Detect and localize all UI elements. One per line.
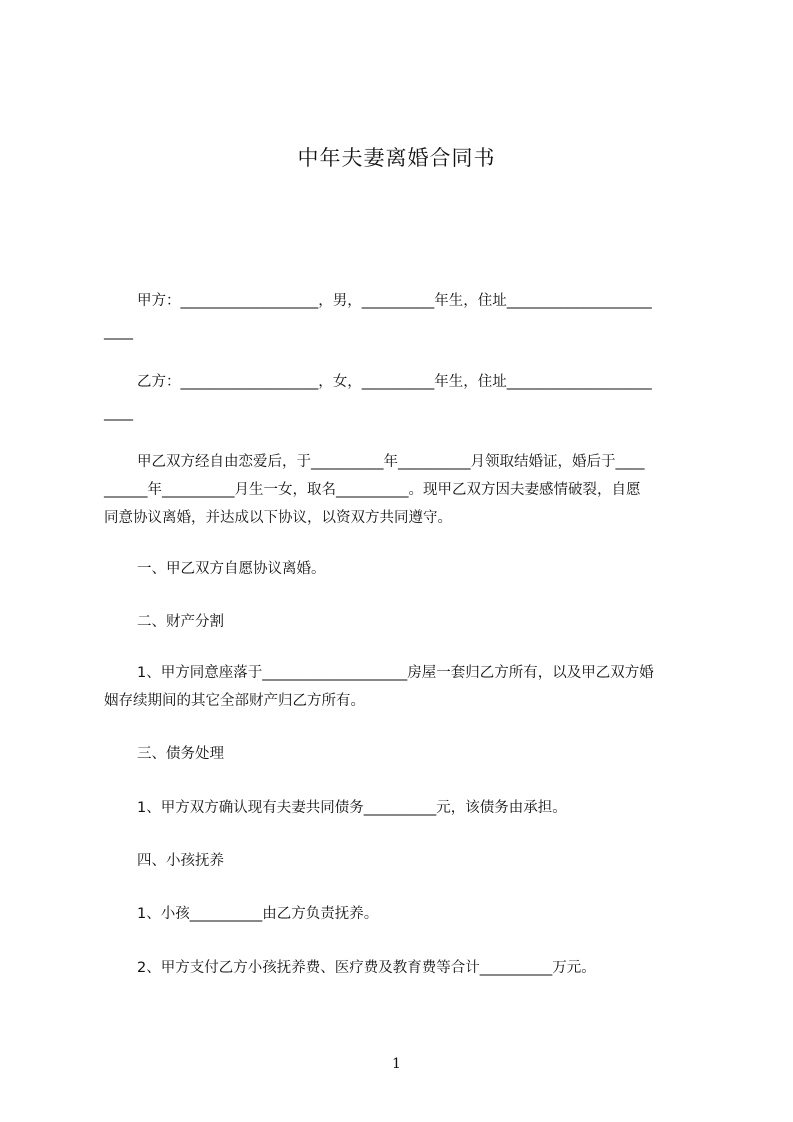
intro-line-3: 同意协议离婚，并达成以下协议，以资双方共同遵守。 xyxy=(104,510,452,526)
intro-line-2: ______年__________月生一女，取名__________。现甲乙双方因夫妻感情破裂，自愿 xyxy=(104,482,641,498)
section-4-item-1: 1、小孩__________由乙方负责抚养。 xyxy=(137,906,379,922)
document-title: 中年夫妻离婚合同书 xyxy=(297,146,496,170)
section-4-heading: 四、小孩抚养 xyxy=(137,853,224,869)
section-2-heading: 二、财产分割 xyxy=(137,614,224,630)
section-3-item-1: 1、甲方双方确认现有夫妻共同债务__________元，该债务由承担。 xyxy=(137,800,567,816)
section-2-item-1-line-2: 姻存续期间的其它全部财产归乙方所有。 xyxy=(104,693,365,709)
party-a-line: 甲方：___________________，男，__________年生，住址____________________ xyxy=(137,293,652,309)
party-a-line-continued: ____ xyxy=(104,324,133,340)
page-number: 1 xyxy=(392,1056,401,1072)
section-1-heading: 一、甲乙双方自愿协议离婚。 xyxy=(137,561,326,577)
intro-line-1: 甲乙双方经自由恋爱后，于__________年__________月领取结婚证，婚后于____ xyxy=(137,454,645,470)
section-2-item-1-line-1: 1、甲方同意座落于____________________房屋一套归乙方所有，以及甲乙双方婚 xyxy=(137,665,654,681)
party-b-line-continued: ____ xyxy=(104,405,133,421)
section-4-item-2: 2、甲方支付乙方小孩抚养费、医疗费及教育费等合计__________万元。 xyxy=(137,960,596,976)
party-b-line: 乙方：___________________，女，__________年生，住址____________________ xyxy=(137,374,652,390)
section-3-heading: 三、债务处理 xyxy=(137,746,224,762)
